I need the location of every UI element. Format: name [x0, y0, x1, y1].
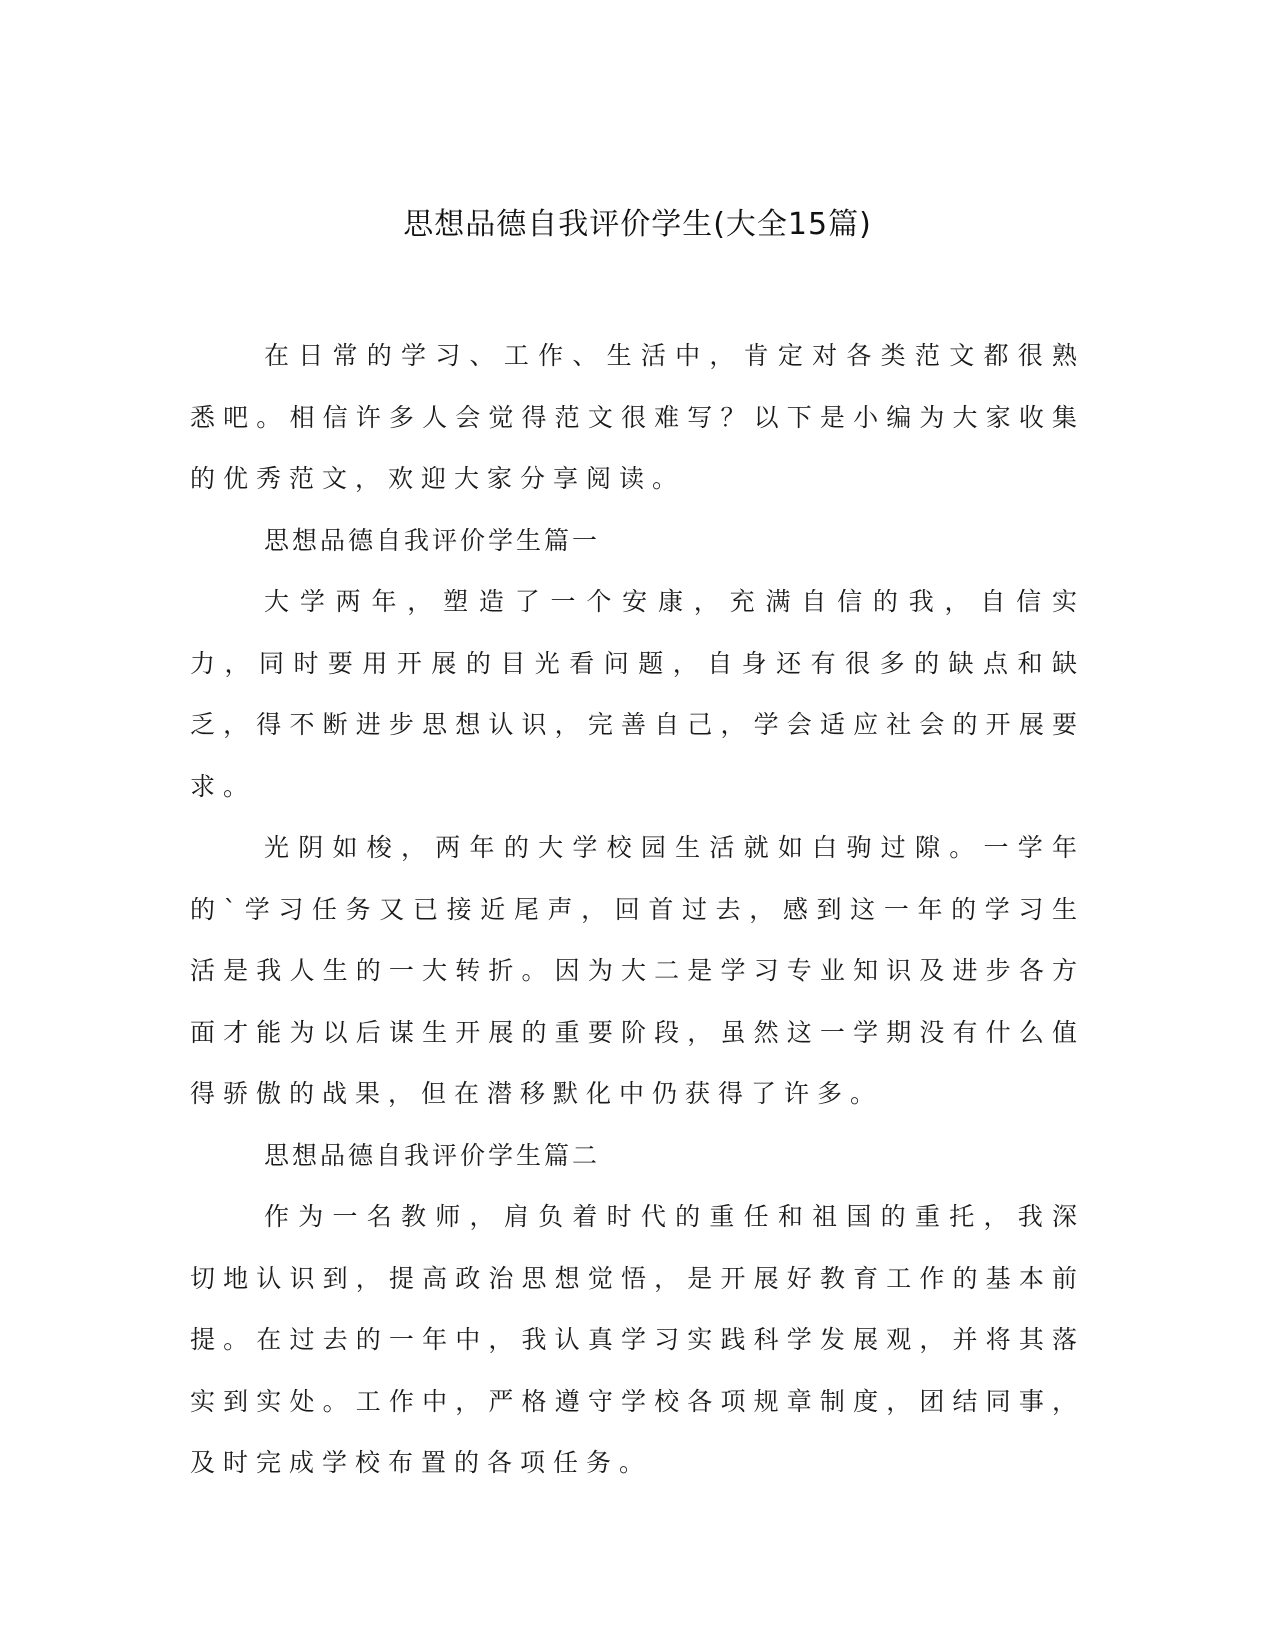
document-title: 思想品德自我评价学生(大全15篇): [403, 207, 872, 242]
section-1-paragraph-1: 大学两年，塑造了一个安康，充满自信的我，自信实力，同时要用开展的目光看问题，自身还有很多的缺点和缺乏，得不断进步思想认识，完善自己，学会适应社会的开展要求。: [190, 587, 1085, 801]
intro-paragraph: 在日常的学习、工作、生活中，肯定对各类范文都很熟悉吧。相信许多人会觉得范文很难写？以下是小编为大家收集的优秀范文，欢迎大家分享阅读。: [190, 341, 1085, 493]
document-body: [190, 325, 1085, 1494]
section-2-paragraph-1: 作为一名教师，肩负着时代的重任和祖国的重托，我深切地认识到，提高政治思想觉悟，是开展好教育工作的基本前提。在过去的一年中，我认真学习实践科学发展观，并将其落实到实处。工作中，严格遵守学校各项规章制度，团结同事，及时完成学校布置的各项任务。: [190, 1202, 1085, 1477]
section-1-heading: 思想品德自我评价学生篇一: [264, 525, 601, 555]
section-2-heading: 思想品德自我评价学生篇二: [264, 1140, 601, 1170]
section-1-paragraph-2: 光阴如梭，两年的大学校园生活就如白驹过隙。一学年的`学习任务又已接近尾声，回首过去，感到这一年的学习生活是我人生的一大转折。因为大二是学习专业知识及进步各方面才能为以后谋生开展的重要阶段，虽然这一学期没有什么值得骄傲的战果，但在潜移默化中仍获得了许多。: [190, 833, 1085, 1108]
